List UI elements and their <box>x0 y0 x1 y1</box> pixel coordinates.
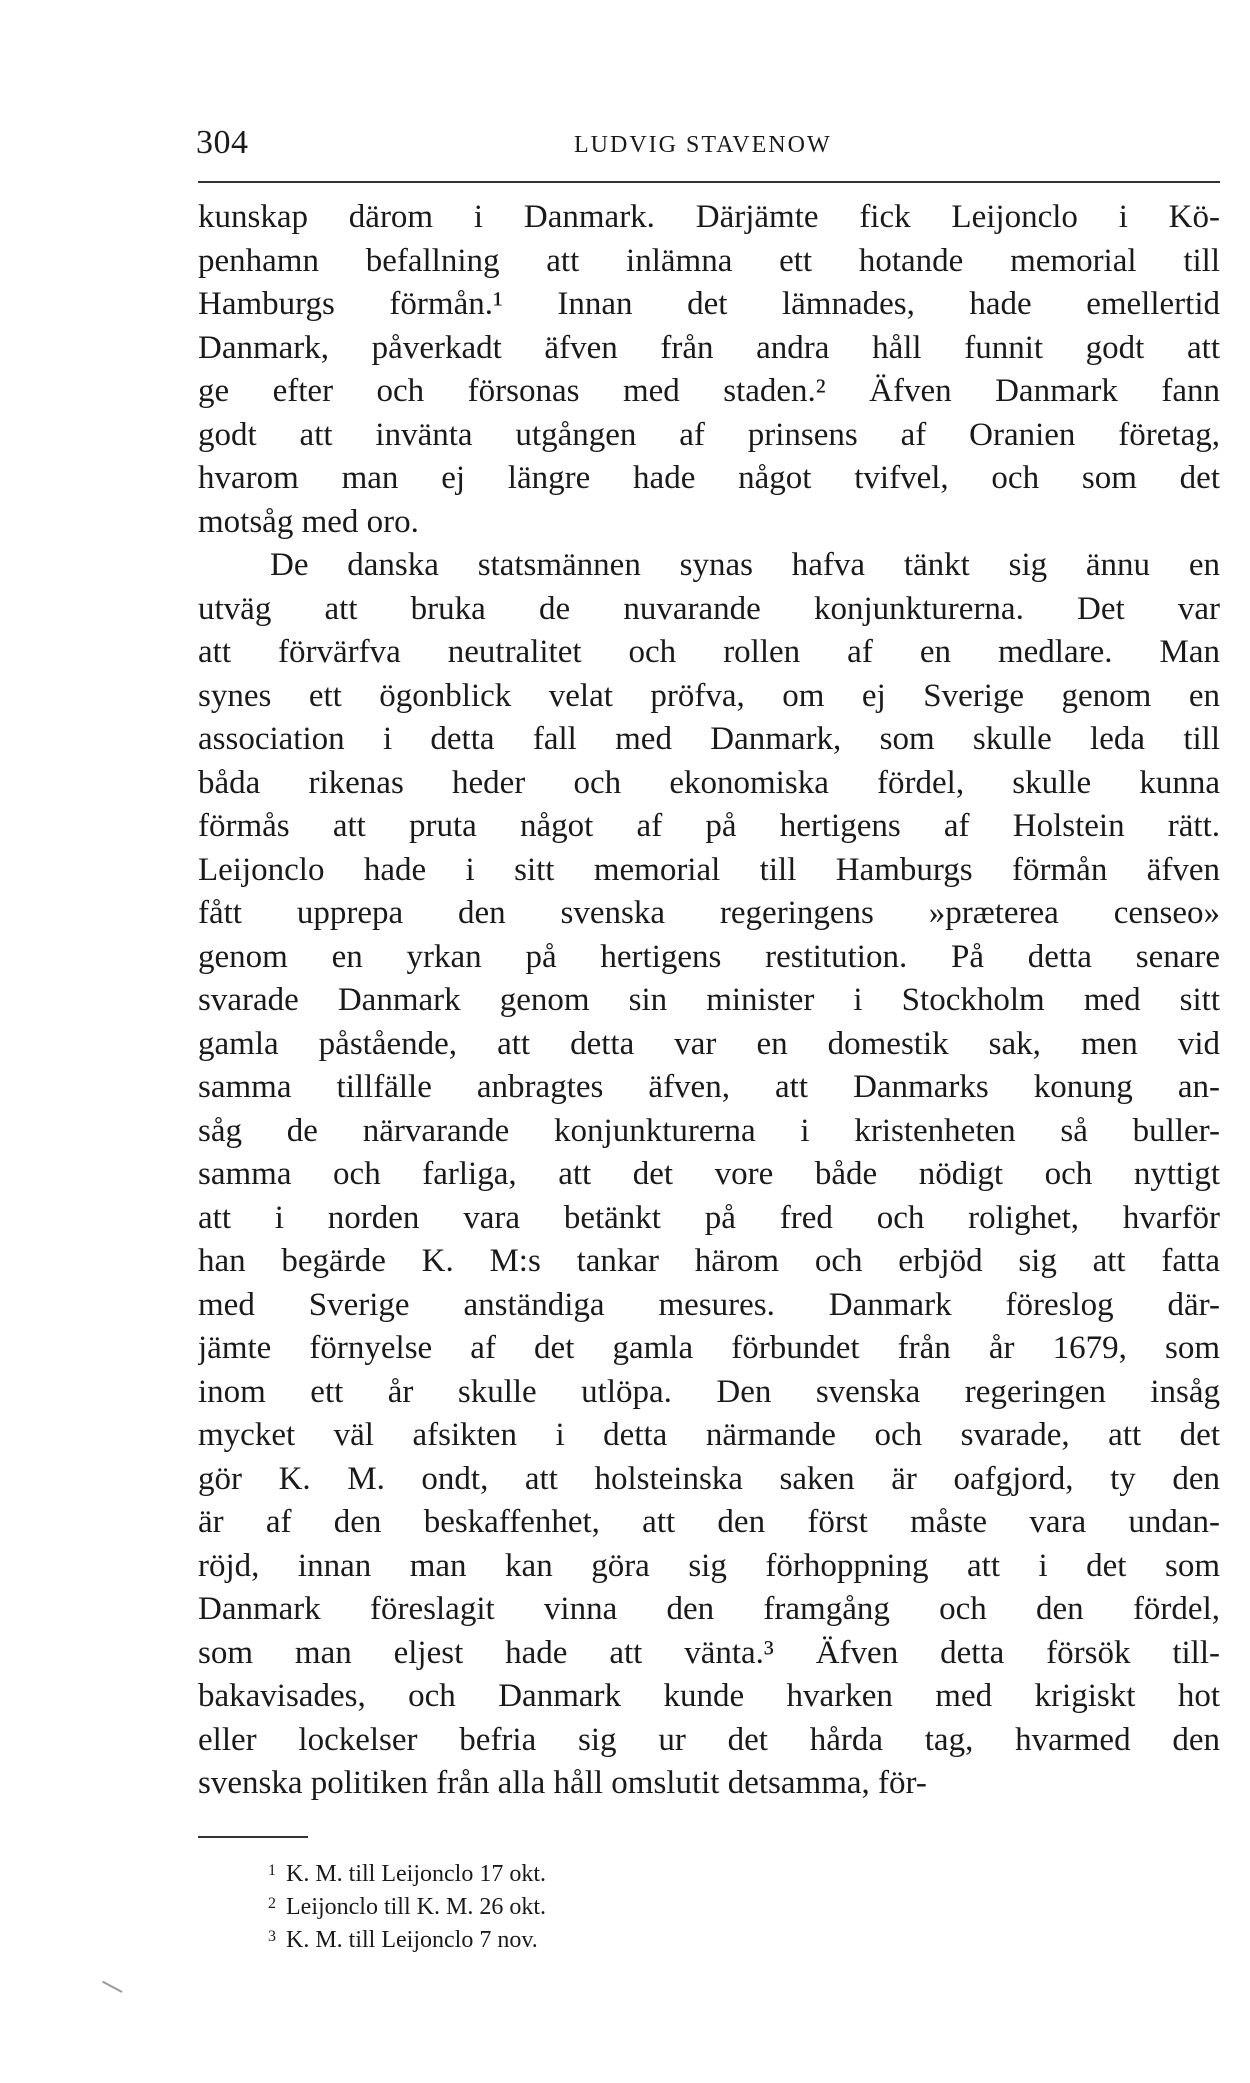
text-line: ge efter och försonas med staden.² Äfven Danmark fann <box>198 373 1220 409</box>
footnote-3 <box>268 1922 546 1955</box>
text-line: Hamburgs förmån.¹ Innan det lämnades, hade emellertid <box>198 286 1220 322</box>
text-line: fått upprepa den svenska regeringens »præterea censeo» <box>198 895 1220 931</box>
text-line: han begärde K. M:s tankar härom och erbjöd sig att fatta <box>198 1243 1220 1279</box>
text-line: association i detta fall med Danmark, som skulle leda till <box>198 721 1220 757</box>
text-line: Leijonclo hade i sitt memorial till Hamburgs förmån äfven <box>198 851 1220 888</box>
footnote-mark: 3 <box>268 1928 276 1945</box>
text-line: jämte förnyelse af det gamla förbundet från år 1679, som <box>198 1330 1220 1366</box>
text-line: att i norden vara betänkt på fred och rolighet, hvarför <box>198 1199 1220 1236</box>
footnotes <box>268 1856 546 1955</box>
text-line: samma och farliga, att det vore både nödigt och nyttigt <box>198 1156 1220 1192</box>
text-line: röjd, innan man kan göra sig förhoppning att i det som <box>198 1547 1220 1584</box>
text-line: inom ett år skulle utlöpa. Den svenska regeringen insåg <box>198 1373 1220 1410</box>
text-line: såg de närvarande konjunkturerna i kristenheten så buller- <box>198 1112 1220 1149</box>
text-line: gamla påstående, att detta var en domestik sak, men vid <box>198 1025 1220 1062</box>
text-line: förmås att pruta något af på hertigens af Holstein rätt. <box>198 808 1220 844</box>
footnote-text: K. M. till Leijonclo 17 okt. <box>286 1861 546 1887</box>
text-line: Danmark, påverkadt äfven från andra håll funnit godt att <box>198 329 1220 366</box>
page-number: 304 <box>196 124 249 161</box>
footnote-mark: 2 <box>268 1895 276 1912</box>
text-line: godt att invänta utgången af prinsens af Oranien företag, <box>198 416 1220 453</box>
text-line: är af den beskaffenhet, att den först måste vara undan- <box>198 1504 1220 1540</box>
running-head: LUDVIG STAVENOW <box>574 132 832 158</box>
text-line: gör K. M. ondt, att holsteinska saken är oafgjord, ty den <box>198 1460 1220 1497</box>
text-line: med Sverige anständiga mesures. Danmark föreslog där- <box>198 1286 1220 1323</box>
text-line: synes ett ögonblick velat pröfva, om ej Sverige genom en <box>198 677 1220 714</box>
ink-blot <box>96 1981 123 2005</box>
text-line: att förvärfva neutralitet och rollen af en medlare. Man <box>198 634 1220 670</box>
text-line: eller lockelser befria sig ur det hårda tag, hvarmed den <box>198 1721 1220 1758</box>
text-line: genom en yrkan på hertigens restitution. På detta senare <box>198 938 1220 975</box>
text-line: kunskap därom i Danmark. Därjämte fick Leijonclo i Kö- <box>198 199 1220 235</box>
text-line: De danska statsmännen synas hafva tänkt sig ännu en <box>270 547 1220 583</box>
text-line: utväg att bruka de nuvarande konjunkturerna. Det var <box>198 590 1220 627</box>
text-line: hvarom man ej längre hade något tvifvel, och som det <box>198 460 1220 496</box>
footnote-text: Leijonclo till K. M. 26 okt. <box>286 1894 546 1920</box>
footnote-2 <box>268 1889 546 1922</box>
text-line: samma tillfälle anbragtes äfven, att Danmarks konung an- <box>198 1069 1220 1105</box>
text-line: mycket väl afsikten i detta närmande och svarade, att det <box>198 1417 1220 1453</box>
header-rule <box>198 181 1220 183</box>
body-text <box>198 196 1220 1806</box>
text-line: Danmark föreslagit vinna den framgång och den fördel, <box>198 1591 1220 1627</box>
text-line: motsåg med oro. <box>198 503 419 540</box>
footnote-1 <box>268 1856 546 1889</box>
text-line: bakavisades, och Danmark kunde hvarken med krigiskt hot <box>198 1678 1220 1714</box>
footnote-rule <box>198 1836 308 1838</box>
footnote-text: K. M. till Leijonclo 7 nov. <box>286 1927 538 1953</box>
text-line: svarade Danmark genom sin minister i Stockholm med sitt <box>198 982 1220 1018</box>
footnote-mark: 1 <box>268 1862 276 1879</box>
text-line: som man eljest hade att vänta.³ Äfven detta försök till- <box>198 1634 1220 1671</box>
text-line: båda rikenas heder och ekonomiska fördel, skulle kunna <box>198 764 1220 801</box>
text-line: penhamn befallning att inlämna ett hotande memorial till <box>198 242 1220 279</box>
text-line: svenska politiken från alla håll omslutit detsamma, för- <box>198 1765 927 1801</box>
